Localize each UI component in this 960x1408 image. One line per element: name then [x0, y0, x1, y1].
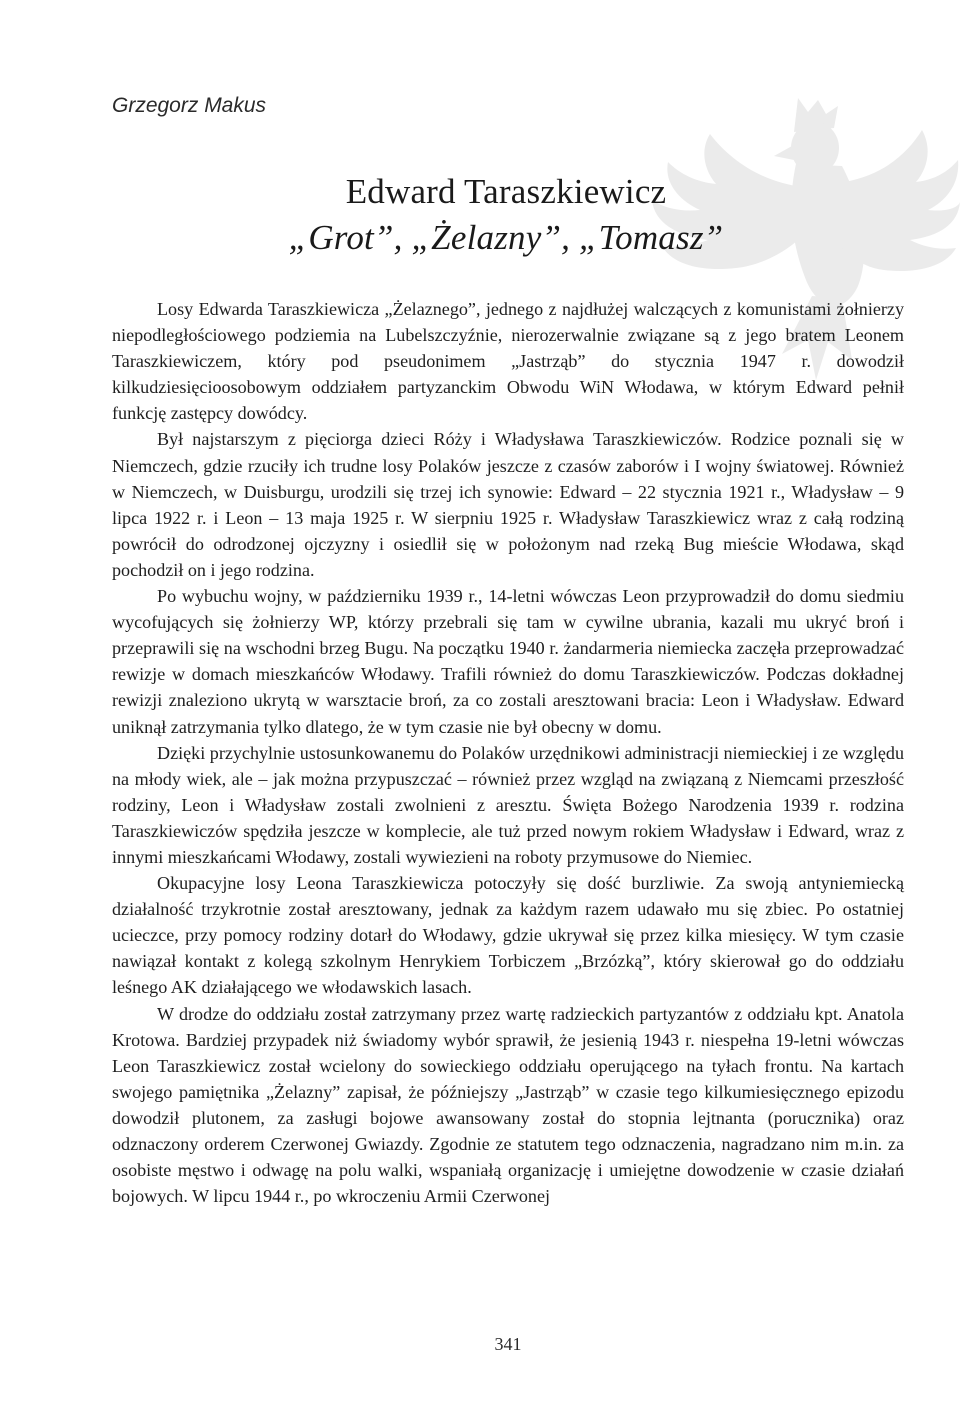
- paragraph: Losy Edwarda Taraszkiewicza „Żelaznego”, jednego z najdłużej walczących z komunistami żołnierzy niepodległościowego podziemia na Lubelszczyźnie, nierozerwalnie związane są z jego bratem Leonem Taraszkiewiczem, który pod pseudonimem „Jastrząb” do stycznia 1947 r. dowodził kilkudziesięcioosobowym oddziałem partyzanckim Obwodu WiN Włodawa, w którym Edward pełnił funkcję zastępcy dowódcy.: [112, 299, 904, 424]
- paragraph: Po wybuchu wojny, w październiku 1939 r., 14-letni wówczas Leon przyprowadził do domu siedmiu wycofujących się żołnierzy WP, którzy przebrali się tam w cywilne ubrania, kazali mu ukryć broń i przeprawili się na wschodni brzeg Bugu. Na początku 1940 r. żandarmeria niemiecka zaczęła przeprowadzać rewizje w domach mieszkańców Włodawy. Trafili również do domu Taraszkiewiczów. Podczas dokładnej rewizji znaleziono ukrytą w warsztacie broń, za co zostali aresztowani bracia: Leon i Władysław. Edward uniknął zatrzymania tylko dlatego, że w tym czasie nie był obecny w domu.: [112, 586, 904, 737]
- article-title: Edward Taraszkiewicz: [345, 172, 667, 211]
- page-number: 341: [494, 1334, 522, 1354]
- paragraph: Dzięki przychylnie ustosunkowanemu do Polaków urzędnikowi administracji niemieckiej i ze względu na młody wiek, ale – jak można przypuszczać – również przez wzgląd na związaną z Niemcami przeszłość rodziny, Leon i Władysław zostali zwolnieni z aresztu. Święta Bożego Narodzenia 1939 r. rodzina Taraszkiewiczów spędziła jeszcze w komplecie, ale tuż przed nowym rokiem Władysław i Edward, wraz z innymi mieszkańcami Włodawy, zostali wywiezieni na roboty przymusowe do Niemiec.: [112, 742, 904, 867]
- article-body: [112, 296, 904, 1209]
- author-name: Grzegorz Makus: [112, 94, 267, 117]
- paragraph: W drodze do oddziału został zatrzymany przez wartę radzieckich partyzantów z oddziału kpt. Anatola Krotowa. Bardziej przypadek niż świadomy wybór sprawił, że jesienią 1943 r. niespełna 19-letni wówczas Leon Taraszkiewicz został wcielony do sowieckiego oddziału operującego na tyłach frontu. Na kartach swojego pamiętnika „Żelazny” zapisał, że późniejszy „Jastrząb” w czasie tego kilkumiesięcznego epizodu dowodził plutonem, za zasługi bojowe awansowany został do stopnia lejtnanta (porucznika) oraz odznaczony orderem Czerwonej Gwiazdy. Zgodnie ze statutem tego odznaczenia, nagradzano nim m.in. za osobiste męstwo i odwagę na polu walki, wspaniałą organizację i umiejętne dowodzenie w czasie działań bojowych. W lipcu 1944 r., po wkroczeniu Armii Czerwonej: [112, 1003, 904, 1207]
- article-pseudonyms: „Grot”, „Żelazny”, „Tomasz”: [288, 218, 724, 257]
- paragraph: Był najstarszym z pięciorga dzieci Róży i Władysława Taraszkiewiczów. Rodzice poznali się w Niemczech, gdzie rzuciły ich trudne losy Polaków jeszcze z czasów zaborów i I wojny światowej. Również w Niemczech, w Duisburgu, urodzili się trzej ich synowie: Edward – 22 stycznia 1921 r., Władysław – 9 lipca 1922 r. i Leon – 13 maja 1925 r. W sierpniu 1925 r. Władysław Taraszkiewicz wraz z całą rodziną powrócił do odrodzonej ojczyzny i osiedlił się w położonym nad rzeką Bug mieście Włodawa, skąd pochodził on i jego rodzina.: [112, 429, 904, 580]
- paragraph: Okupacyjne losy Leona Taraszkiewicza potoczyły się dość burzliwie. Za swoją antyniemiecką działalność trzykrotnie został aresztowany, jednak za każdym razem udawało mu się zbiec. Po ostatniej ucieczce, przy pomocy rodziny dotarł do Włodawy, gdzie ukrywał się przez kilka miesięcy. W tym czasie nawiązał kontakt z kolegą szkolnym Henrykiem Torbiczem „Brzózką”, który skierował go do oddziału leśnego AK działającego we włodawskich lasach.: [112, 873, 904, 998]
